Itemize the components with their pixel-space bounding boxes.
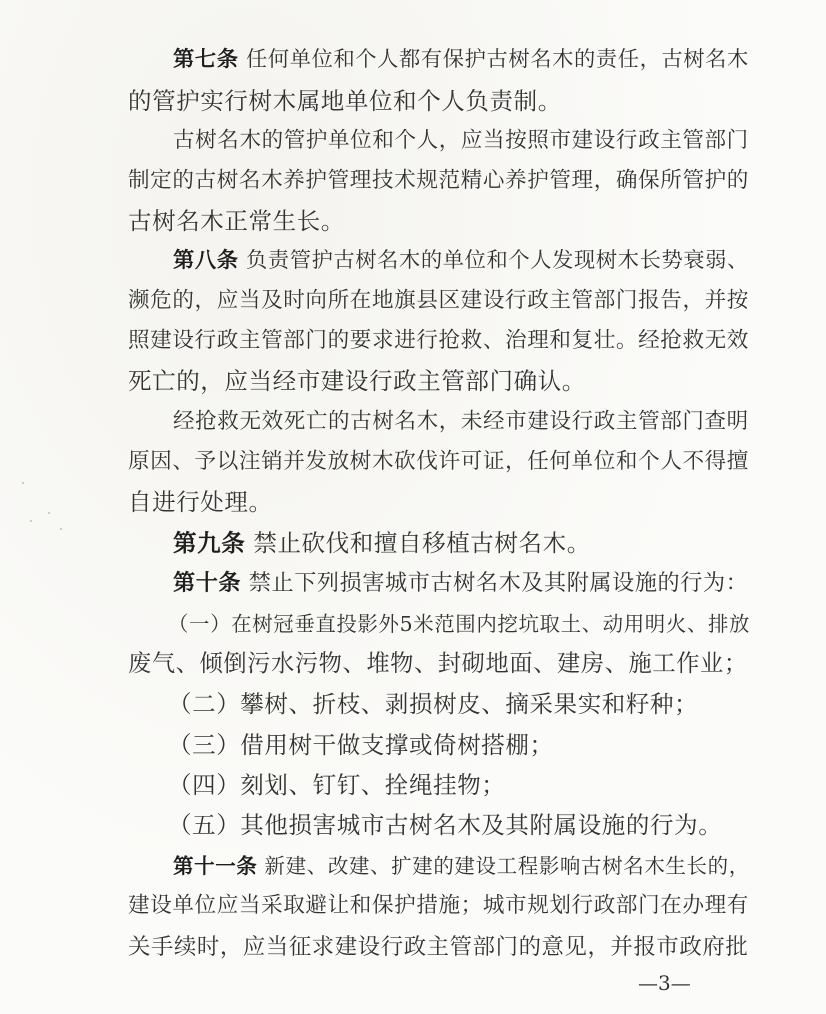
scan-speck [48, 512, 50, 514]
article-7-line-1: 第七条 任何单位和个人都有保护古树名木的责任，古树名木 [173, 47, 749, 72]
page-number: —3— [638, 971, 691, 995]
article-8-para-2-line-1: 经抢救无效死亡的古树名木，未经市建设行政主管部门查明 [173, 409, 749, 434]
scan-speck [30, 520, 32, 522]
article-9-line-1: 第九条 禁止砍伐和擅自移植古树名木。 [173, 529, 591, 557]
article-10-item-2: （二）攀树、折枝、剥损树皮、摘采果实和籽种； [168, 690, 699, 718]
article-8-line-1: 第八条 负责管护古树名木的单位和个人发现树木长势衰弱、 [173, 248, 749, 273]
article-10-item-1-line-1: （一）在树冠垂直投影外5米范围内挖坑取土、动用明火、排放 [168, 612, 751, 636]
scan-speck [22, 482, 24, 484]
article-10-item-4: （四）刻划、钉钉、拴绳挂物； [168, 771, 506, 799]
article-8-line-3: 照建设行政主管部门的要求进行抢救、治理和复壮。经抢救无效 [128, 328, 749, 353]
article-7-line-2: 的管护实行树木属地单位和个人负责制。 [128, 87, 562, 115]
article-7-para-2-line-2: 制定的古树名木养护管理技术规范精心养护管理，确保所管护的 [128, 168, 749, 193]
article-11-line-2: 建设单位应当采取避让和保护措施；城市规划行政部门在办理有 [128, 893, 749, 918]
article-10-item-3: （三）借用树干做支撑或倚树搭棚； [168, 731, 554, 759]
article-10-item-5: （五）其他损害城市古树名木及其附属设施的行为。 [168, 811, 723, 839]
article-8-para-2-line-2: 原因、予以注销并发放树木砍伐许可证，任何单位和个人不得擅 [128, 449, 749, 474]
article-10-item-1-line-2: 废气、倾倒污水污物、堆物、封砌地面、建房、施工作业； [128, 650, 748, 677]
article-7-para-2-line-1: 古树名木的管护单位和个人，应当按照市建设行政主管部门 [173, 128, 749, 153]
article-8-line-4: 死亡的，应当经市建设行政主管部门确认。 [128, 367, 586, 395]
article-7-para-2-line-3: 古树名木正常生长。 [128, 207, 345, 235]
article-10-line-1: 第十条 禁止下列损害城市古树名木及其附属设施的行为： [173, 570, 749, 596]
article-8-para-2-line-3: 自进行处理。 [128, 488, 273, 516]
article-11-line-1: 第十一条 新建、改建、扩建的建设工程影响古树名木生长的， [173, 854, 750, 878]
scan-speck [60, 528, 62, 530]
article-8-line-2: 濒危的，应当及时向所在地旗县区建设行政主管部门报告，并按 [128, 288, 749, 313]
article-11-line-3: 关手续时，应当征求建设行政主管部门的意见，并报市政府批 [128, 934, 749, 960]
